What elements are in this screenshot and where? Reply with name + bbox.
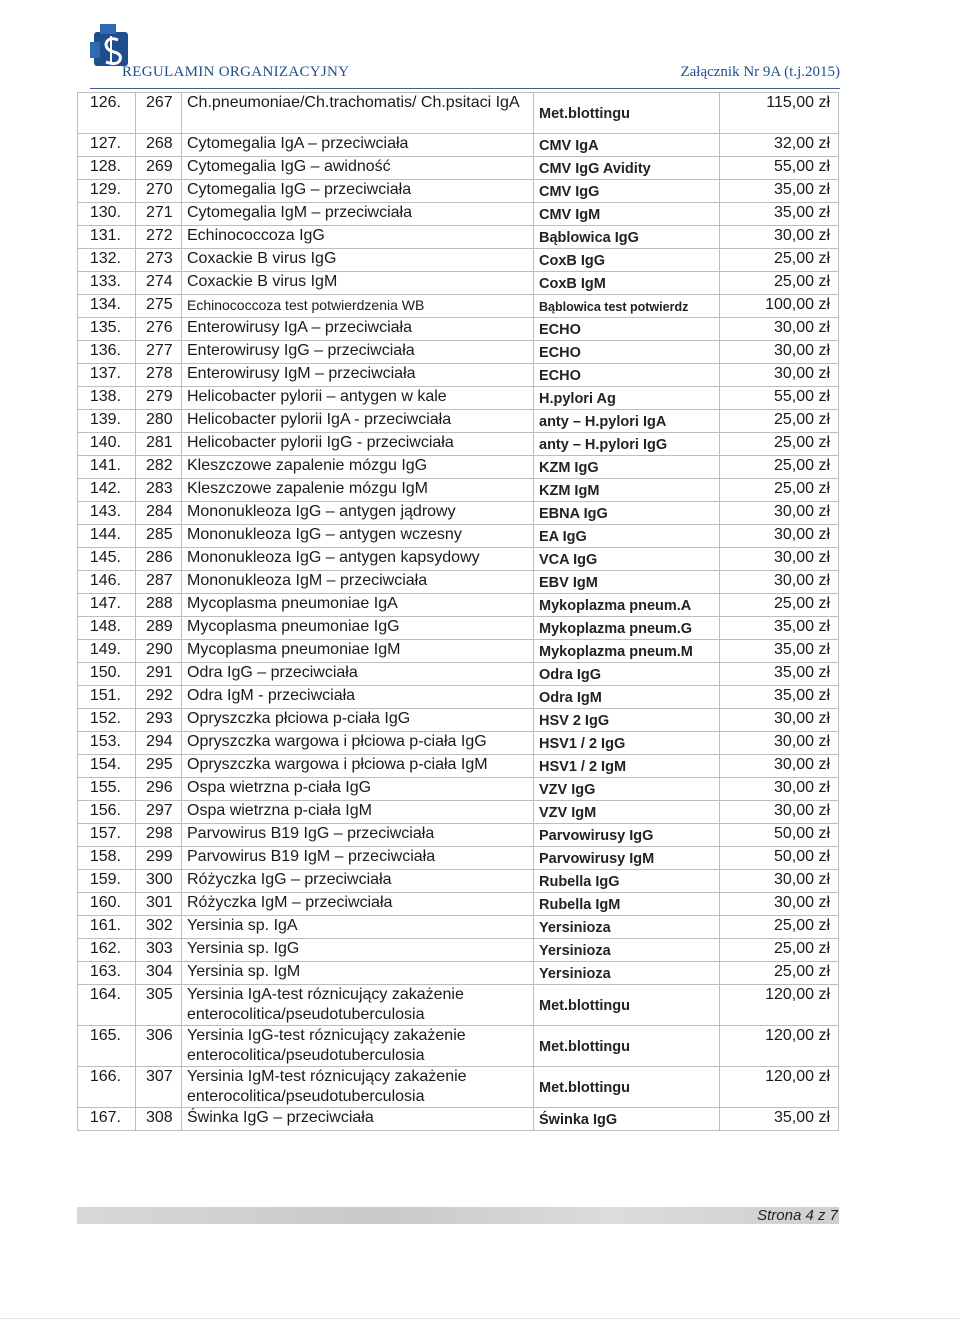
row-price-cell: 30,00 zł (720, 548, 839, 571)
row-code-cell: Mykoplazma pneum.G (534, 617, 720, 640)
row-lp-cell: 142. (78, 479, 136, 502)
row-number-cell: 286 (136, 548, 182, 571)
row-number-cell: 305 (136, 985, 182, 1026)
table-row (78, 893, 839, 916)
row-code-cell: Bąblowica test potwierdz (534, 295, 720, 318)
row-price-cell: 25,00 zł (720, 916, 839, 939)
row-lp-cell: 128. (78, 157, 136, 180)
row-lp-cell: 158. (78, 847, 136, 870)
row-lp-cell: 144. (78, 525, 136, 548)
row-number-cell: 284 (136, 502, 182, 525)
row-code-cell: H.pylori Ag (534, 387, 720, 410)
row-number-cell: 308 (136, 1108, 182, 1131)
row-price-cell: 35,00 zł (720, 663, 839, 686)
row-name-cell: Yersinia IgG-test róznicujący zakażenie enterocolitica/pseudotuberculosia (182, 1026, 534, 1067)
row-name-cell: Świnka IgG – przeciwciała (182, 1108, 534, 1131)
row-lp-cell: 127. (78, 134, 136, 157)
table-row (78, 686, 839, 709)
row-code-cell: VZV IgM (534, 801, 720, 824)
row-name-cell: Helicobacter pylorii – antygen w kale (182, 387, 534, 410)
row-price-cell: 25,00 zł (720, 962, 839, 985)
row-number-cell: 281 (136, 433, 182, 456)
row-name-cell: Yersinia IgM-test róznicujący zakażenie enterocolitica/pseudotuberculosia (182, 1067, 534, 1108)
row-lp-cell: 165. (78, 1026, 136, 1067)
table-row (78, 617, 839, 640)
row-code-cell: HSV1 / 2 IgM (534, 755, 720, 778)
row-lp-cell: 157. (78, 824, 136, 847)
attachment-label: Załącznik Nr 9A (t.j.2015) (680, 64, 840, 80)
row-lp-cell: 148. (78, 617, 136, 640)
row-price-cell: 25,00 zł (720, 249, 839, 272)
row-code-cell: EBV IgM (534, 571, 720, 594)
row-price-cell: 30,00 zł (720, 778, 839, 801)
row-code-cell: anty – H.pylori IgA (534, 410, 720, 433)
row-price-cell: 35,00 zł (720, 203, 839, 226)
row-name-cell: Ospa wietrzna p-ciała IgG (182, 778, 534, 801)
row-price-cell: 25,00 zł (720, 479, 839, 502)
row-lp-cell: 134. (78, 295, 136, 318)
row-name-cell: Odra IgG – przeciwciała (182, 663, 534, 686)
row-number-cell: 297 (136, 801, 182, 824)
row-price-cell: 25,00 zł (720, 939, 839, 962)
row-lp-cell: 154. (78, 755, 136, 778)
row-name-cell: Cytomegalia IgG – przeciwciała (182, 180, 534, 203)
row-number-cell: 283 (136, 479, 182, 502)
table-row (78, 456, 839, 479)
table-row (78, 318, 839, 341)
table-row (78, 962, 839, 985)
row-name-cell: Mycoplasma pneumoniae IgA (182, 594, 534, 617)
row-lp-cell: 164. (78, 985, 136, 1026)
row-price-cell: 35,00 zł (720, 180, 839, 203)
row-price-cell: 30,00 zł (720, 502, 839, 525)
row-name-cell: Mycoplasma pneumoniae IgG (182, 617, 534, 640)
row-lp-cell: 153. (78, 732, 136, 755)
row-name-cell: Ch.pneumoniae/Ch.trachomatis/ Ch.psitaci IgA (182, 93, 534, 134)
row-code-cell: Met.blottingu (534, 985, 720, 1026)
row-price-cell: 55,00 zł (720, 157, 839, 180)
row-lp-cell: 151. (78, 686, 136, 709)
row-number-cell: 278 (136, 364, 182, 387)
row-price-cell: 115,00 zł (720, 93, 839, 134)
row-name-cell: Enterowirusy IgG – przeciwciała (182, 341, 534, 364)
row-code-cell: CoxB IgM (534, 272, 720, 295)
row-code-cell: CMV IgG (534, 180, 720, 203)
row-number-cell: 295 (136, 755, 182, 778)
table-row (78, 93, 839, 134)
row-lp-cell: 155. (78, 778, 136, 801)
table-row (78, 387, 839, 410)
row-code-cell: Rubella IgG (534, 870, 720, 893)
bottom-divider (0, 1318, 960, 1319)
row-name-cell: Enterowirusy IgA – przeciwciała (182, 318, 534, 341)
row-code-cell: Met.blottingu (534, 1067, 720, 1108)
table-row (78, 801, 839, 824)
table-row (78, 755, 839, 778)
row-code-cell: Świnka IgG (534, 1108, 720, 1131)
row-code-cell: Parvowirusy IgG (534, 824, 720, 847)
row-price-cell: 35,00 zł (720, 617, 839, 640)
row-price-cell: 30,00 zł (720, 226, 839, 249)
row-code-cell: Yersinioza (534, 916, 720, 939)
row-number-cell: 268 (136, 134, 182, 157)
row-name-cell: Coxackie B virus IgM (182, 272, 534, 295)
row-lp-cell: 137. (78, 364, 136, 387)
row-lp-cell: 132. (78, 249, 136, 272)
table-row (78, 778, 839, 801)
table-row (78, 916, 839, 939)
row-name-cell: Coxackie B virus IgG (182, 249, 534, 272)
row-lp-cell: 136. (78, 341, 136, 364)
row-price-cell: 25,00 zł (720, 594, 839, 617)
row-number-cell: 273 (136, 249, 182, 272)
table-row (78, 433, 839, 456)
row-price-cell: 32,00 zł (720, 134, 839, 157)
row-lp-cell: 129. (78, 180, 136, 203)
row-name-cell: Helicobacter pylorii IgG - przeciwciała (182, 433, 534, 456)
row-code-cell: EA IgG (534, 525, 720, 548)
row-code-cell: KZM IgG (534, 456, 720, 479)
row-number-cell: 287 (136, 571, 182, 594)
row-name-cell: Ospa wietrzna p-ciała IgM (182, 801, 534, 824)
row-price-cell: 35,00 zł (720, 640, 839, 663)
row-price-cell: 25,00 zł (720, 433, 839, 456)
row-code-cell: VCA IgG (534, 548, 720, 571)
row-price-cell: 30,00 zł (720, 341, 839, 364)
row-price-cell: 30,00 zł (720, 801, 839, 824)
row-code-cell: CMV IgG Avidity (534, 157, 720, 180)
row-number-cell: 288 (136, 594, 182, 617)
row-name-cell: Różyczka IgM – przeciwciała (182, 893, 534, 916)
row-name-cell: Yersinia sp. IgM (182, 962, 534, 985)
table-row (78, 824, 839, 847)
row-number-cell: 277 (136, 341, 182, 364)
row-name-cell: Opryszczka wargowa i płciowa p-ciała IgM (182, 755, 534, 778)
table-row (78, 341, 839, 364)
row-name-cell: Helicobacter pylorii IgA - przeciwciała (182, 410, 534, 433)
row-lp-cell: 161. (78, 916, 136, 939)
table-row (78, 226, 839, 249)
row-code-cell: Yersinioza (534, 962, 720, 985)
row-lp-cell: 126. (78, 93, 136, 134)
row-code-cell: Bąblowica IgG (534, 226, 720, 249)
row-code-cell: CMV IgA (534, 134, 720, 157)
table-row (78, 939, 839, 962)
row-lp-cell: 141. (78, 456, 136, 479)
table-row (78, 709, 839, 732)
row-number-cell: 300 (136, 870, 182, 893)
row-code-cell: Met.blottingu (534, 1026, 720, 1067)
table-row (78, 594, 839, 617)
table-row (78, 985, 839, 1026)
row-name-cell: Mycoplasma pneumoniae IgM (182, 640, 534, 663)
row-name-cell: Kleszczowe zapalenie mózgu IgM (182, 479, 534, 502)
row-name-cell: Mononukleoza IgG – antygen wczesny (182, 525, 534, 548)
table-row (78, 640, 839, 663)
row-number-cell: 306 (136, 1026, 182, 1067)
row-name-cell: Parvowirus B19 IgG – przeciwciała (182, 824, 534, 847)
table-row (78, 295, 839, 318)
row-price-cell: 30,00 zł (720, 525, 839, 548)
row-code-cell: Mykoplazma pneum.A (534, 594, 720, 617)
row-lp-cell: 167. (78, 1108, 136, 1131)
row-code-cell: CoxB IgG (534, 249, 720, 272)
table-row (78, 134, 839, 157)
row-lp-cell: 131. (78, 226, 136, 249)
row-code-cell: ECHO (534, 364, 720, 387)
row-name-cell: Cytomegalia IgA – przeciwciała (182, 134, 534, 157)
row-lp-cell: 159. (78, 870, 136, 893)
row-number-cell: 274 (136, 272, 182, 295)
row-number-cell: 293 (136, 709, 182, 732)
row-name-cell: Enterowirusy IgM – przeciwciała (182, 364, 534, 387)
row-code-cell: EBNA IgG (534, 502, 720, 525)
row-price-cell: 30,00 zł (720, 732, 839, 755)
row-number-cell: 271 (136, 203, 182, 226)
row-number-cell: 280 (136, 410, 182, 433)
row-number-cell: 299 (136, 847, 182, 870)
row-number-cell: 302 (136, 916, 182, 939)
row-price-cell: 25,00 zł (720, 410, 839, 433)
row-name-cell: Echinococcoza test potwierdzenia WB (182, 295, 534, 318)
row-lp-cell: 166. (78, 1067, 136, 1108)
page-number: Strona 4 z 7 (757, 1207, 838, 1224)
row-number-cell: 301 (136, 893, 182, 916)
row-price-cell: 30,00 zł (720, 870, 839, 893)
header-divider (90, 88, 840, 89)
row-price-cell: 55,00 zł (720, 387, 839, 410)
table-row (78, 180, 839, 203)
table-row (78, 502, 839, 525)
row-number-cell: 307 (136, 1067, 182, 1108)
row-name-cell: Yersinia IgA-test róznicujący zakażenie enterocolitica/pseudotuberculosia (182, 985, 534, 1026)
row-code-cell: Rubella IgM (534, 893, 720, 916)
row-number-cell: 285 (136, 525, 182, 548)
table-row (78, 410, 839, 433)
row-number-cell: 276 (136, 318, 182, 341)
table-row (78, 870, 839, 893)
row-lp-cell: 162. (78, 939, 136, 962)
footer-bar (77, 1207, 839, 1224)
row-price-cell: 50,00 zł (720, 847, 839, 870)
table-row (78, 571, 839, 594)
row-name-cell: Parvowirus B19 IgM – przeciwciała (182, 847, 534, 870)
row-name-cell: Yersinia sp. IgG (182, 939, 534, 962)
row-number-cell: 272 (136, 226, 182, 249)
row-lp-cell: 133. (78, 272, 136, 295)
row-name-cell: Echinococcoza IgG (182, 226, 534, 249)
row-lp-cell: 160. (78, 893, 136, 916)
row-name-cell: Cytomegalia IgM – przeciwciała (182, 203, 534, 226)
row-price-cell: 120,00 zł (720, 1067, 839, 1108)
table-row (78, 364, 839, 387)
row-code-cell: anty – H.pylori IgG (534, 433, 720, 456)
row-lp-cell: 140. (78, 433, 136, 456)
row-number-cell: 298 (136, 824, 182, 847)
table-row (78, 1108, 839, 1131)
row-lp-cell: 138. (78, 387, 136, 410)
row-number-cell: 294 (136, 732, 182, 755)
row-code-cell: CMV IgM (534, 203, 720, 226)
row-name-cell: Opryszczka wargowa i płciowa p-ciała IgG (182, 732, 534, 755)
row-price-cell: 30,00 zł (720, 571, 839, 594)
table-row (78, 847, 839, 870)
row-number-cell: 269 (136, 157, 182, 180)
row-name-cell: Mononukleoza IgG – antygen kapsydowy (182, 548, 534, 571)
table-row (78, 1026, 839, 1067)
row-price-cell: 30,00 zł (720, 893, 839, 916)
row-lp-cell: 163. (78, 962, 136, 985)
row-name-cell: Mononukleoza IgM – przeciwciała (182, 571, 534, 594)
row-lp-cell: 149. (78, 640, 136, 663)
row-price-cell: 25,00 zł (720, 456, 839, 479)
row-code-cell: Mykoplazma pneum.M (534, 640, 720, 663)
row-code-cell: Odra IgG (534, 663, 720, 686)
row-price-cell: 50,00 zł (720, 824, 839, 847)
row-lp-cell: 156. (78, 801, 136, 824)
row-price-cell: 120,00 zł (720, 985, 839, 1026)
row-name-cell: Mononukleoza IgG – antygen jądrowy (182, 502, 534, 525)
row-code-cell: Parvowirusy IgM (534, 847, 720, 870)
row-number-cell: 282 (136, 456, 182, 479)
price-table (77, 92, 839, 1131)
row-code-cell: Odra IgM (534, 686, 720, 709)
row-price-cell: 30,00 zł (720, 709, 839, 732)
row-code-cell: Yersinioza (534, 939, 720, 962)
row-price-cell: 35,00 zł (720, 1108, 839, 1131)
table-row (78, 479, 839, 502)
row-code-cell: VZV IgG (534, 778, 720, 801)
row-code-cell: ECHO (534, 341, 720, 364)
row-name-cell: Różyczka IgG – przeciwciała (182, 870, 534, 893)
row-name-cell: Yersinia sp. IgA (182, 916, 534, 939)
row-lp-cell: 147. (78, 594, 136, 617)
row-name-cell: Cytomegalia IgG – awidność (182, 157, 534, 180)
table-row (78, 272, 839, 295)
row-lp-cell: 139. (78, 410, 136, 433)
row-price-cell: 120,00 zł (720, 1026, 839, 1067)
table-row (78, 157, 839, 180)
row-code-cell: KZM IgM (534, 479, 720, 502)
row-number-cell: 267 (136, 93, 182, 134)
row-number-cell: 303 (136, 939, 182, 962)
row-price-cell: 30,00 zł (720, 318, 839, 341)
row-code-cell: Met.blottingu (534, 93, 720, 134)
row-code-cell: HSV1 / 2 IgG (534, 732, 720, 755)
row-number-cell: 270 (136, 180, 182, 203)
row-number-cell: 279 (136, 387, 182, 410)
row-code-cell: ECHO (534, 318, 720, 341)
row-price-cell: 35,00 zł (720, 686, 839, 709)
row-code-cell: HSV 2 IgG (534, 709, 720, 732)
row-number-cell: 291 (136, 663, 182, 686)
row-lp-cell: 130. (78, 203, 136, 226)
row-number-cell: 275 (136, 295, 182, 318)
table-row (78, 203, 839, 226)
row-number-cell: 289 (136, 617, 182, 640)
row-price-cell: 30,00 zł (720, 755, 839, 778)
row-price-cell: 30,00 zł (720, 364, 839, 387)
row-number-cell: 296 (136, 778, 182, 801)
row-number-cell: 290 (136, 640, 182, 663)
table-row (78, 548, 839, 571)
row-lp-cell: 135. (78, 318, 136, 341)
row-lp-cell: 150. (78, 663, 136, 686)
row-lp-cell: 146. (78, 571, 136, 594)
row-name-cell: Odra IgM - przeciwciała (182, 686, 534, 709)
table-row (78, 249, 839, 272)
row-lp-cell: 145. (78, 548, 136, 571)
row-price-cell: 25,00 zł (720, 272, 839, 295)
table-row (78, 663, 839, 686)
row-price-cell: 100,00 zł (720, 295, 839, 318)
table-row (78, 1067, 839, 1108)
row-lp-cell: 152. (78, 709, 136, 732)
row-number-cell: 292 (136, 686, 182, 709)
org-title: REGULAMIN ORGANIZACYJNY (122, 64, 350, 80)
table-row (78, 732, 839, 755)
row-number-cell: 304 (136, 962, 182, 985)
row-name-cell: Kleszczowe zapalenie mózgu IgG (182, 456, 534, 479)
table-row (78, 525, 839, 548)
row-name-cell: Opryszczka płciowa p-ciała IgG (182, 709, 534, 732)
row-lp-cell: 143. (78, 502, 136, 525)
